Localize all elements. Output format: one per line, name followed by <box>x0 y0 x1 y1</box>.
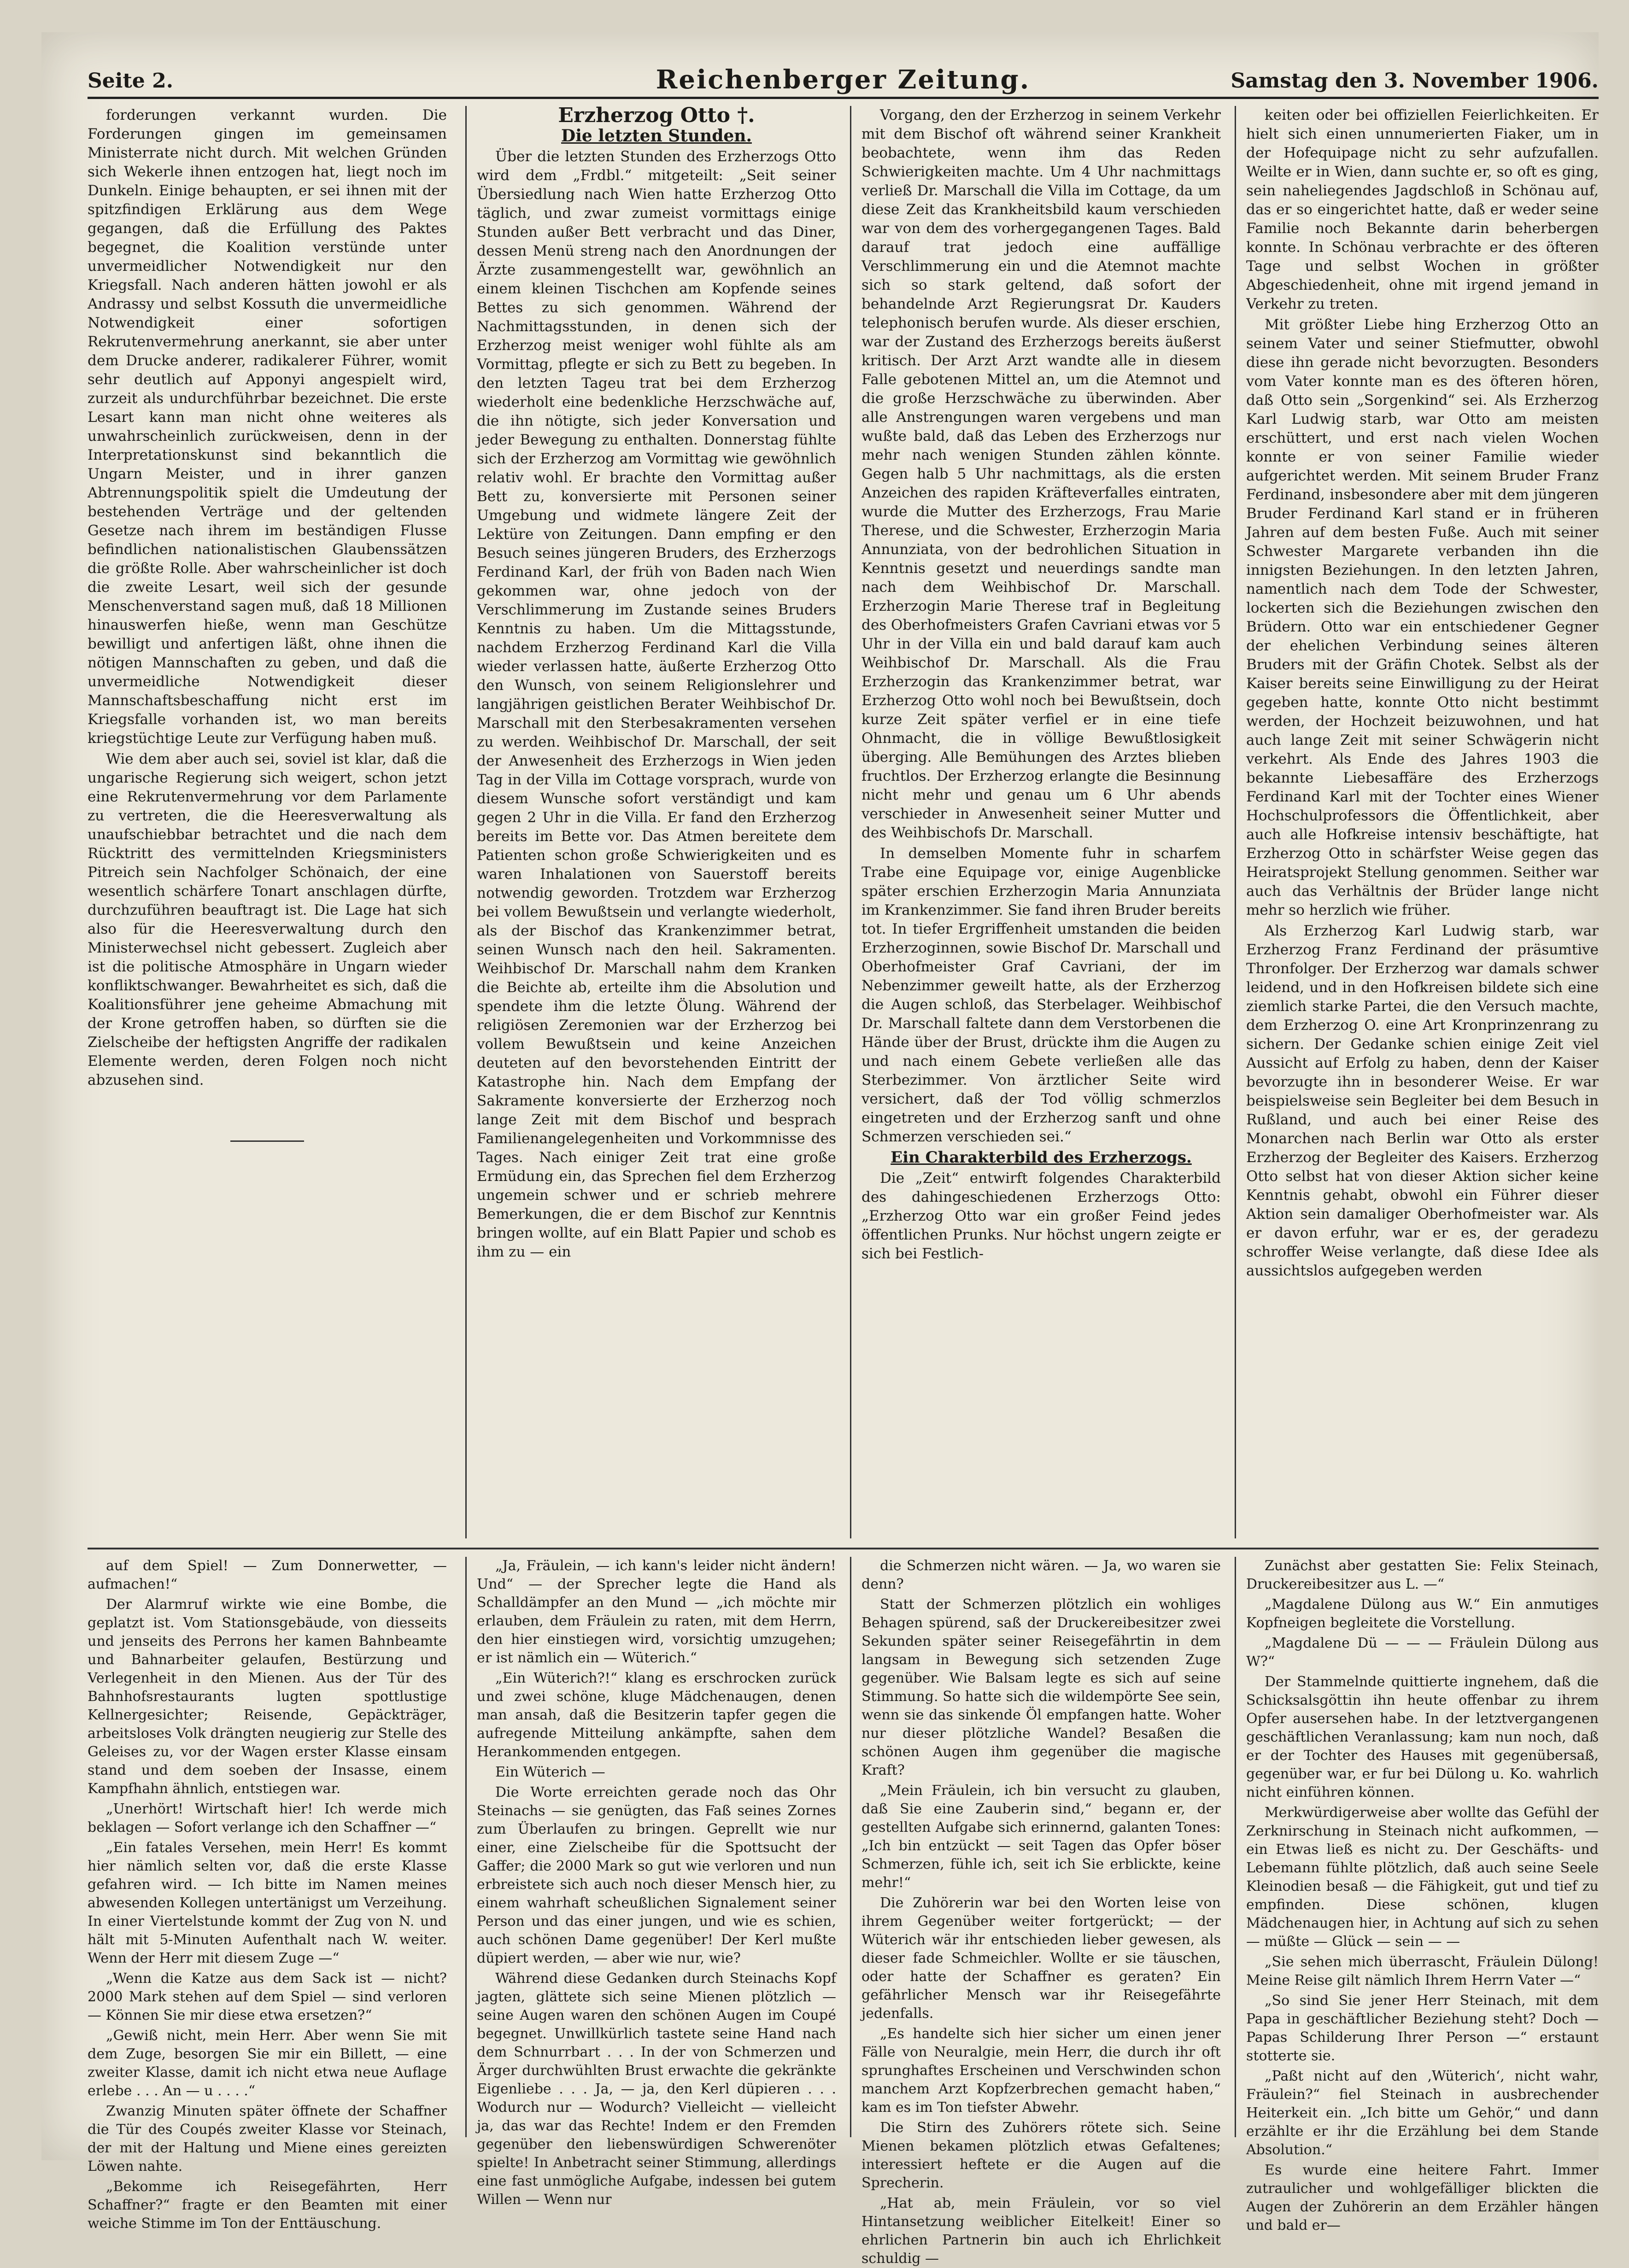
paragraph: Als Erzherzog Karl Ludwig starb, war Erzherzog Franz Ferdinand der präsumtive Thronfolger. Der Erzherzog war damals schwer leidend, und in den Hofkreisen bildete sich eine ziemlich starke Partei, die den Versuch machte, dem Erzherzog O. eine Art Kronprinzenrang zu sichern. Der Gedanke schien einige Zeit viel Aussicht auf Erfolg zu haben, denn der Kaiser bevorzugte ihn in besonderer Weise. Er war beispielsweise sein Begleiter bei dem Besuch in Rußland, und auch bei einer Reise des Monarchen nach Berlin war Otto als erster Erzherzog der Begleiter des Kaisers. Erzherzog Otto selbst hat von dieser Aktion sicher keine Kenntnis gehabt, obwohl ein Führer dieser Aktion sein damaliger Oberhofmeister war. Als er davon erfuhr, war er es, der geradezu schroffer Weise verlangte, daß diese Idee als aussichtslos aufgegeben werden <box>1246 923 1599 1279</box>
paragraph: „Unerhört! Wirtschaft hier! Ich werde mich beklagen — Sofort verlange ich den Schaffner —“ <box>88 1801 447 1835</box>
paragraph: Zunächst aber gestatten Sie: Felix Steinach, Druckereibesitzer aus L. —“ <box>1246 1558 1599 1592</box>
feuilleton-divider <box>88 1548 1599 1549</box>
paragraph: Wie dem aber auch sei, soviel ist klar, daß die ungarische Regierung sich weigert, schon jetzt eine Rekrutenvermehrung vor dem Parlamente zu vertreten, die die Heeresverwaltung als unaufschiebbar betrachtet und die nach dem Rücktritt des vermittelnden Kriegsministers Pitreich sein Nachfolger Schönaich, der eine wesentlich schärfere Tonart anschlagen dürfte, durchzuführen beauftragt ist. Die Lage hat sich also für die Heeresverwaltung durch den Ministerwechsel nicht gebessert. Zugleich aber ist die politische Atmosphäre in Ungarn wieder konfliktschwanger. Bewahrheitet es sich, daß die Koalitionsführer jene geheime Abmachung mit der Krone getroffen haben, so dürften sie die Zielscheibe der heftigsten Angriffe der radikalen Elemente werden, deren Folgen noch nicht abzusehen sind. <box>88 751 447 1088</box>
article-heading: Erzherzog Otto †. <box>558 104 755 127</box>
section-heading: Ein Charakterbild des Erzherzogs. <box>891 1148 1192 1167</box>
paragraph: forderungen verkannt wurden. Die Forderungen gingen im gemeinsamen Ministerrate nicht durch. Mit welchen Gründen sich Wekerle ihnen entzogen hat, liegt noch im Dunkeln. Einige behaupten, er sei ihnen mit der spitzfindigen Erklärung aus dem Wege gegangen, daß die Erfüllung des Paktes begegnet, die Koalition verstünde unter unvermeidlicher Notwendigkeit nur den Kriegsfall. Nach anderen hätten jowohl er als Andrassy und selbst Kossuth die unvermeidliche Notwendigkeit einer sofortigen Rekrutenvermehrung anerkannt, sie aber unter dem Drucke anderer, radikalerer Führer, womit sehr deutlich auf Apponyi angespielt wird, zurzeit als undurchführbar bezeichnet. Die erste Lesart kann man nicht ohne weiteres als unwahrscheinlich zurückweisen, denn in der Interpretationskunst sind bekanntlich die Ungarn Meister, und in ihrer ganzen Abtrennungspolitik spielt die Umdeutung der bestehenden Verträge und der geltenden Gesetze nach ihrem im beständigen Flusse befindlichen nationalistischen Glaubenssätzen die größte Rolle. Aber wahrscheinlicher ist doch die zweite Lesart, weil sich der gesunde Menschenverstand sagen muß, daß 18 Millionen hinauswerfen hieße, wenn man Geschütze bewilligt und anfertigen läßt, ohne ihnen die nötigen Mannschaften zu geben, und daß die unvermeidliche Notwendigkeit dieser Mannschaftsbeschaffung nicht erst im Kriegsfalle vorhanden ist, wo man bereits kriegstüchtige Leute zur Verfügung haben muß. <box>88 107 447 747</box>
feuilleton-column-3 <box>861 1557 1221 2267</box>
newspaper-page <box>41 32 1599 2267</box>
paragraph: keiten oder bei offiziellen Feierlichkeiten. Er hielt sich einen unnumerierten Fiaker, um in der Hofequipage nicht zu sehr aufzufallen. Weilte er in Wien, dann suchte er, so oft es ging, sein naheliegendes Jagdschloß in Schönau auf, das er so eingerichtet hatte, daß er weder seine Familie noch Bekannte darin beherbergen konnte. In Schönau verbrachte er des öfteren Tage und selbst Wochen in größter Abgeschiedenheit, ohne mit irgend jemand in Verkehr zu treten. <box>1246 107 1599 312</box>
paragraph: „Gewiß nicht, mein Herr. Aber wenn Sie mit dem Zuge, besorgen Sie mir ein Billett, — eine zweiter Klasse, damit ich nicht etwa neue Auflage erlebe . . . An — u . . . .“ <box>88 2028 447 2099</box>
paragraph: Der Stammelnde quittierte ingnehem, daß die Schicksalsgöttin ihn heute offenbar zu ihrem Opfer ausersehen habe. In der letztvergangenen geschäftlichen Veranlassung; kam nun noch, daß er der Tochter des Hauses mit gegenübersaß, gegenüber war, er fur bei Dülong u. Ko. wahrlich nicht einführen können. <box>1246 1674 1599 1800</box>
column-1 <box>88 106 447 1538</box>
paragraph: Die „Zeit“ entwirft folgendes Charakterbild des dahingeschiedenen Erzherzogs Otto: „Erzherzog Otto war ein großer Feind jedes öffentlichen Prunks. Nur höchst ungern zeigte er sich bei Festlich- <box>861 1170 1221 1262</box>
paragraph: Merkwürdigerweise aber wollte das Gefühl der Zerknirschung in Steinach nicht aufkommen, — ein Etwas ließ es nicht zu. Der Geschäfts- und Lebemann fühlte plötzlich, daß auch seine Seele Kleinodien besaß — die Fähigkeit, gut und tief zu empfinden. Diese schönen, klugen Mädchenaugen hier, in Achtung auf sich zu sehen — müßte — Glück — sein — — <box>1246 1805 1599 1950</box>
paragraph: „Ein Wüterich?!“ klang es erschrocken zurück und zwei schöne, kluge Mädchenaugen, denen man ansah, daß die Besitzerin tapfer gegen die aufregende Mitteilung ankämpfte, sahen dem Herankommenden entgegen. <box>477 1670 836 1760</box>
article-subheading: Die letzten Stunden. <box>561 126 752 146</box>
paragraph: „So sind Sie jener Herr Steinach, mit dem Papa in geschäftlicher Beziehung steht? Doch — Papas Schilderung Ihrer Person —“ erstaunt stotterte sie. <box>1246 1993 1599 2064</box>
paragraph: „Wenn die Katze aus dem Sack ist — nicht? 2000 Mark stehen auf dem Spiel — sind verloren — Können Sie mir diese etwa ersetzen?“ <box>88 1970 447 2023</box>
paragraph: „Paßt nicht auf den ‚Wüterich‘, nicht wahr, Fräulein?“ fiel Steinach in ausbrechender Heiterkeit ein. „Ich bitte um Gehör,“ und dann erzählte er ihr die Erzählung bei dem Stande Absolution.“ <box>1246 2068 1599 2158</box>
column-4 <box>1246 106 1599 1538</box>
paragraph: Über die letzten Stunden des Erzherzogs Otto wird dem „Frdbl.“ mitgeteilt: „Seit seiner Übersiedlung nach Wien hatte Erzherzog Otto täglich, und zwar zumeist vormittags einige Stunden außer Bett verbracht und das Diner, dessen Menü streng nach den Anordnungen der Ärzte zusammengestellt war, gewöhnlich an einem kleinen Tischchen am Kopfende seines Bettes zu sich genommen. Während der Nachmittagsstunden, in denen sich der Erzherzog meist weniger wohl fühlte als am Vormittag, pflegte er sich zu Bett zu begeben. In den letzten Tageu trat bei dem Erzherzog wiederholt eine bedenkliche Herzschwäche auf, die ihn nötigte, sich jeder Konversation und jeder Bewegung zu enthalten. Donnerstag fühlte sich der Erzherzog am Vormittag wie gewöhnlich relativ wohl. Er brachte den Vormittag außer Bett zu, konversierte mit Personen seiner Umgebung und widmete längere Zeit der Lektüre von Zeitungen. Dann empfing er den Besuch seines jüngeren Bruders, des Erzherzogs Ferdinand Karl, der früh von Baden nach Wien gekommen war, ohne jedoch von der Verschlimmerung im Zustande seines Bruders Kenntnis zu haben. Um die Mittagsstunde, nachdem Erzherzog Ferdinand Karl die Villa wieder verlassen hatte, äußerte Erzherzog Otto den Wunsch, von seinem Religionslehrer und langjährigen geistlichen Berater Weihbischof Dr. Marschall mit den Sterbesakramenten versehen zu werden. Weihbischof Dr. Marschall, der seit der Anwesenheit des Erzherzogs in Wien jeden Tag in der Villa im Cottage vorsprach, wurde von diesem Wunsche sofort verständigt und kam gegen 2 Uhr in die Villa. Er fand den Erzherzog bereits im Bette vor. Das Atmen bereitete dem Patienten schon große Schwierigkeiten und es waren Inhalationen von Sauerstoff bereits notwendig geworden. Trotzdem war Erzherzog bei vollem Bewußtsein und verlangte wiederholt, als der Bischof das Krankenzimmer betrat, seinen Wunsch nach den heil. Sakramenten. Weihbischof Dr. Marschall nahm dem Kranken die Beichte ab, erteilte ihm die Absolution und spendete ihm die letzte Ölung. Während der religiösen Zeremonien war der Erzherzog bei vollem Bewußtsein und keine Anzeichen deuteten auf den bevorstehenden Eintritt der Katastrophe hin. Nach dem Empfang der Sakramente konversierte der Erzherzog noch lange Zeit mit dem Bischof und besprach Familienangelegenheiten und Vorkommnisse des Tages. Nach einiger Zeit trat eine große Ermüdung ein, das Sprechen fiel dem Erzherzog ungemein schwer und er schrieb mehrere Bemerkungen, die er dem Bischof zur Kenntnis bringen wollte, auf ein Blatt Papier und schob es ihm zu — ein <box>477 148 836 1260</box>
paragraph: Zwanzig Minuten später öffnete der Schaffner die Tür des Coupés zweiter Klasse vor Steinach, der mit der Haltung und Miene eines gereizten Löwen nahte. <box>88 2103 447 2174</box>
column-3 <box>861 106 1221 1538</box>
column-rule <box>465 1557 467 2137</box>
paragraph: Während diese Gedanken durch Steinachs Kopf jagten, glättete sich seine Mienen plötzlich — seine Augen waren den schönen Augen im Coupé begegnet. Unwillkürlich tastete seine Hand nach dem Schnurrbart . . . In der von Schmerzen und Ärger durchwühlten Brust erwachte die gekränkte Eigenliebe . . . Ja, — ja, den Kerl düpieren . . . Wodurch nur — Wodurch? Vielleicht — vielleicht ja, das war das Rechte! Indem er den Fremden gegenüber den liebenswürdigen Schwerenöter spielte! In Anbetracht seiner Stimmung, allerdings eine fast unmögliche Aufgabe, indessen bei gutem Willen — Wenn nur <box>477 1970 836 2208</box>
column-rule <box>465 106 467 1538</box>
paragraph: „Mein Fräulein, ich bin versucht zu glauben, daß Sie eine Zauberin sind,“ begann er, der gestellten Aufgabe sich erinnernd, galanten Tones: „Ich bin entzückt — seit Tagen das Opfer böser Schmerzen, fühle ich, seit ich Sie erblickte, keine mehr!“ <box>861 1783 1221 1891</box>
paragraph: Statt der Schmerzen plötzlich ein wohliges Behagen spürend, saß der Druckereibesitzer zwei Sekunden später seiner Reisegefährtin in dem langsam in Bewegung sich setzenden Zuge gegenüber. Wie Balsam legte es sich auf seine Stimmung. So hatte sich die wildempörte See sein, wenn sie das sinkende Öl empfangen hatte. Woher nur dieser plötzliche Wandel? Besaßen die schönen Augen ihm gegenüber die magische Kraft? <box>861 1596 1221 1778</box>
paragraph: „Hat ab, mein Fräulein, vor so viel Hintansetzung weiblicher Eitelkeit! Einer so ehrlichen Partnerin bin auch ich Ehrlichkeit schuldig — <box>861 2195 1221 2267</box>
column-2 <box>477 106 836 1538</box>
column-rule <box>1235 1557 1236 2137</box>
section-divider <box>230 1140 304 1142</box>
paragraph: die Schmerzen nicht wären. — Ja, wo waren sie denn? <box>861 1558 1221 1592</box>
column-rule <box>850 106 851 1538</box>
paragraph: Vorgang, den der Erzherzog in seinem Verkehr mit dem Bischof oft während seiner Krankheit beobachtete, wenn ihm das Reden Schwierigkeiten machte. Um 4 Uhr nachmittags verließ Dr. Marschall die Villa im Cottage, da um diese Zeit das Krankheitsbild kaum verschieden war von dem des vorhergegangenen Tages. Bald darauf trat jedoch eine auffällige Verschlimmerung ein und die Atemnot machte sich so stark geltend, daß sofort der behandelnde Arzt Regierungsrat Dr. Kauders telephonisch berufen wurde. Als dieser erschien, war der Zustand des Erzherzogs bereits äußerst kritisch. Der Arzt Arzt wandte alle in diesem Falle gebotenen Mittel an, um die Atemnot und die große Herzschwäche zu überwinden. Aber alle Anstrengungen waren vergebens und man wußte bald, daß das Leben des Erzherzogs nur mehr nach wenigen Stunden zählen könnte. Gegen halb 5 Uhr nachmittags, als die ersten Anzeichen des rapiden Kräfteverfalles eintraten, wurde die Mutter des Erzherzogs, Frau Marie Therese, und die Schwester, Erzherzogin Maria Annunziata, von der bedrohlichen Situation in Kenntnis gesetzt und neuerdings sandte man nach dem Weihbischof Dr. Marschall. Erzherzogin Marie Therese traf in Begleitung des Oberhofmeisters Grafen Cavriani etwas vor 5 Uhr in der Villa ein und bald darauf kam auch Weihbischof Dr. Marschall. Als die Frau Erzherzogin das Krankenzimmer betrat, war Erzherzog Otto wohl noch bei Bewußtsein, doch kurze Zeit später verfiel er in eine tiefe Ohnmacht, die in völlige Bewußtlosigkeit überging. Alle Bemühungen des Arztes blieben fruchtlos. Der Erzherzog erlangte die Besinnung nicht mehr und genau um 6 Uhr abends verschieder in Anwesenheit seiner Mutter und des Weihbischofs Dr. Marschall. <box>861 107 1221 841</box>
issue-date: Samstag den 3. November 1906. <box>1231 69 1599 93</box>
paragraph: In demselben Momente fuhr in scharfem Trabe eine Equipage vor, einige Augenblicke später erschien Erzherzogin Maria Annunziata im Krankenzimmer. Sie fand ihren Bruder bereits tot. In tiefer Ergriffenheit umstanden die beiden Erzherzoginnen, sowie Bischof Dr. Marschall und Oberhofmeister Graf Cavriani, der im Nebenzimmer geweilt hatte, als der Erzherzog die Augen schloß, das Sterbelager. Weihbischof Dr. Marschall faltete dann dem Verstorbenen die Hände über der Brust, drückte ihm die Augen zu und nach einem Gebete verließen alle das Sterbezimmer. Von ärztlicher Seite wird versichert, daß der Tod völlig schmerzlos eingetreten und der Erzherzog sanft und ohne Schmerzen verschieden sei.“ <box>861 845 1221 1145</box>
page-number: Seite 2. <box>88 69 174 93</box>
paragraph: „Magdalene Dülong aus W.“ Ein anmutiges Kopfneigen begleitete die Vorstellung. <box>1246 1596 1599 1631</box>
paragraph: Die Worte erreichten gerade noch das Ohr Steinachs — sie genügten, das Faß seines Zornes zum Überlaufen zu bringen. Geprellt wie nur einer, eine Zielscheibe für die Spottsucht der Gaffer; die 2000 Mark so gut wie verloren und nun erbreistete sich auch noch dieser Mensch hier, zu einem wahrhaft scheußlichen Signalement seiner Person und das einer jungen, und wie es schien, auch schönen Dame gegenüber! Der Kerl mußte düpiert werden, — aber wie nur, wie? <box>477 1784 836 1966</box>
paragraph: „Magdalene Dü — — — Fräulein Dülong aus W?“ <box>1246 1635 1599 1670</box>
paragraph: „Es handelte sich hier sicher um einen jener Fälle von Neuralgie, mein Herr, die durch ihr oft sprunghaftes Erscheinen und Verschwinden schon manchem Arzt Kopfzerbrechen gemacht haben,“ kam es im Ton tiefster Abwehr. <box>861 2026 1221 2116</box>
paragraph: auf dem Spiel! — Zum Donnerwetter, — aufmachen!“ <box>88 1558 447 1592</box>
paragraph: Es wurde eine heitere Fahrt. Immer zutraulicher und wohlgefälliger blickten die Augen der Zuhörerin an dem Erzähler hängen und bald er— <box>1246 2162 1599 2233</box>
column-rule <box>850 1557 851 2137</box>
column-rule <box>1235 106 1236 1538</box>
feuilleton-column-2 <box>477 1557 836 2208</box>
paragraph: Mit größter Liebe hing Erzherzog Otto an seinem Vater und seiner Stiefmutter, obwohl diese ihn gerade nicht bevorzugten. Besonders vom Vater konnte man es des öfteren hören, daß Otto sein „Sorgenkind“ sei. Als Erzherzog Karl Ludwig starb, war Otto am meisten erschüttert, und erst nach vielen Wochen konnte er von seiner Familie wieder aufgerichtet werden. Mit seinem Bruder Franz Ferdinand, insbesondere aber mit dem jüngeren Bruder Ferdinand Karl stand er in früheren Jahren auf dem besten Fuße. Auch mit seiner Schwester Margarete verbanden ihn die innigsten Beziehungen. In den letzten Jahren, namentlich nach dem Tode der Schwester, lockerten sich die Beziehungen zwischen den Brüdern. Otto war ein entschiedener Gegner der ehelichen Verbindung seines älteren Bruders mit der Gräfin Chotek. Selbst als der Kaiser bereits seine Einwilligung zu der Heirat gegeben hatte, konnte Otto nicht bestimmt werden, der Hochzeit beizuwohnen, und hat auch lange Zeit mit seiner Schwägerin nicht verkehrt. Als Ende des Jahres 1903 die bekannte Liebesaffäre des Erzherzogs Ferdinand Karl mit der Tochter eines Wiener Hochschulprofessors die Öffentlichkeit, aber auch alle Hofkreise intensiv beschäftigte, hat Erzherzog Otto in schärfster Weise gegen das Heiratsprojekt Stellung genommen. Seither war auch das Verhältnis der Brüder lange nicht mehr so herzlich wie früher. <box>1246 316 1599 918</box>
feuilleton-column-1 <box>88 1557 447 2232</box>
paragraph: „Ja, Fräulein, — ich kann's leider nicht ändern! Und“ — der Sprecher legte die Hand als Schalldämpfer an den Mund — „ich möchte mir erlauben, dem Fräulein zu raten, mit dem Herrn, den hier einstiegen wird, vorsichtig umzugehen; er ist nämlich ein — Wüterich.“ <box>477 1558 836 1666</box>
paragraph: „Bekomme ich Reisegefährten, Herr Schaffner?“ fragte er den Beamten mit einer weiche Stimme im Ton der Enttäuschung. <box>88 2179 447 2232</box>
paragraph: Ein Wüterich — <box>495 1764 605 1780</box>
paragraph: Die Stirn des Zuhörers rötete sich. Seine Mienen bekamen plötzlich etwas Gefaltenes; interessiert heftete er die Augen auf die Sprecherin. <box>861 2120 1221 2191</box>
paragraph: Der Alarmruf wirkte wie eine Bombe, die geplatzt ist. Vom Stationsgebäude, von diesseits und jenseits des Perrons her kamen Bahnbeamte und Bahnarbeiter gelaufen, Bestürzung und Verlegenheit in den Mienen. Aus der Tür des Bahnhofsrestaurants lugten spottlustige Kellnergesichter; Reisende, Gepäckträger, arbeitsloses Volk drängten neugierig zur Stelle des Geleises zu, vor der Wagen erster Klasse einsam stand und dem soeben der Insasse, einem Kampfhahn ähnlich, entstiegen war. <box>88 1596 447 1797</box>
paragraph: Die Zuhörerin war bei den Worten leise von ihrem Gegenüber weiter fortgerückt; — der Wüterich wär ihr entschieden lieber gewesen, als dieser fade Schmeichler. Wollte er sie täuschen, oder hatte der Schaffner es geraten? Ein gefährlicher Mensch war ihr Reisegefährte jedenfalls. <box>861 1895 1221 2022</box>
paragraph: „Sie sehen mich überrascht, Fräulein Dülong! Meine Reise gilt nämlich Ihrem Herrn Vater —“ <box>1246 1954 1599 1988</box>
masthead <box>88 64 1599 99</box>
feuilleton-column-4 <box>1246 1557 1599 2233</box>
paragraph: „Ein fatales Versehen, mein Herr! Es kommt hier nämlich selten vor, daß die erste Klasse gefahren wird. — Ich bitte im Namen meines abwesenden Kollegen untertänigst um Verzeihung. In einer Viertelstunde kommt der Zug von N. und hält mit 5-Minuten Aufenthalt nach W. weiter. Wenn der Herr mit diesem Zuge —“ <box>88 1840 447 1966</box>
newspaper-title: Reichenberger Zeitung. <box>656 64 1031 95</box>
